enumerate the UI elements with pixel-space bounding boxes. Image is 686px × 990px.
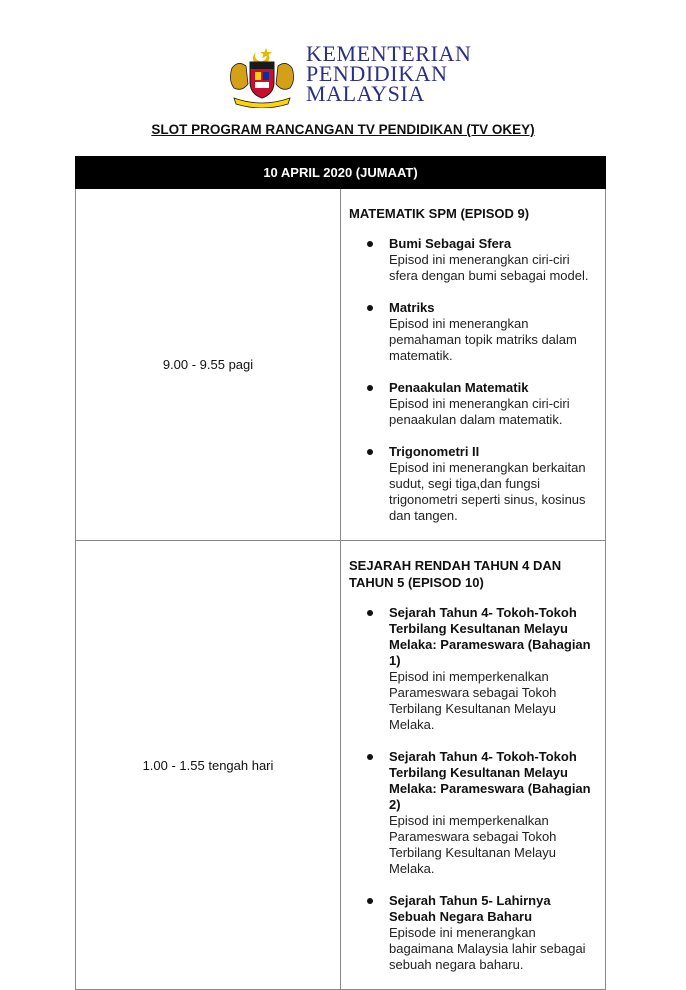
ministry-header — [226, 41, 472, 116]
bullet-icon — [367, 241, 373, 247]
list-item — [349, 444, 597, 524]
episode-description: Episod ini memperkenalkan Parameswara sebagai Tokoh Terbilang Kesultanan Melayu Melaka. — [389, 669, 557, 732]
table-row — [76, 189, 606, 541]
episode-list — [349, 236, 597, 524]
ministry-line-3: MALAYSIA — [306, 81, 425, 106]
list-item — [349, 300, 597, 364]
episode-title: Penaakulan Matematik — [389, 380, 529, 395]
episode-title: Trigonometri II — [389, 444, 480, 459]
bullet-icon — [367, 449, 373, 455]
episode-description: Episod ini menerangkan berkaitan sudut, segi tiga,dan fungsi trigonometri seperti sinus, kosinus dan tangen. — [389, 460, 586, 523]
episode-title: Sejarah Tahun 4- Tokoh-Tokoh Terbilang Kesultanan Melayu Melaka: Parameswara (Bahagian 1) — [389, 605, 591, 668]
bullet-icon — [367, 610, 373, 616]
date-header: 10 APRIL 2020 (JUMAAT) — [76, 157, 606, 189]
table-row — [76, 541, 606, 990]
schedule-table — [75, 156, 606, 990]
time-slot: 9.00 - 9.55 pagi — [76, 189, 341, 541]
bullet-icon — [367, 898, 373, 904]
ministry-line-1: KEMENTERIAN — [306, 41, 472, 66]
episode-title: Sejarah Tahun 4- Tokoh-Tokoh Terbilang Kesultanan Melayu Melaka: Parameswara (Bahagian 2) — [389, 749, 591, 812]
program-content — [341, 541, 606, 990]
episode-description: Episod ini menerangkan ciri-ciri penaakulan dalam matematik. — [389, 396, 570, 427]
list-item — [349, 749, 597, 877]
list-item — [349, 893, 597, 973]
list-item — [349, 380, 597, 428]
date-header-row — [76, 157, 606, 189]
subject-title: SEJARAH RENDAH TAHUN 4 DAN TAHUN 5 (EPISOD 10) — [349, 558, 562, 590]
episode-list — [349, 605, 597, 973]
list-item — [349, 236, 597, 284]
episode-description: Episod ini memperkenalkan Parameswara sebagai Tokoh Terbilang Kesultanan Melayu Melaka. — [389, 813, 557, 876]
document-title: SLOT PROGRAM RANCANGAN TV PENDIDIKAN (TV OKEY) — [151, 122, 535, 137]
malaysia-coat-of-arms-icon — [226, 46, 298, 108]
subject-title: MATEMATIK SPM (EPISOD 9) — [349, 206, 530, 221]
bullet-icon — [367, 305, 373, 311]
episode-description: Episod ini menerangkan pemahaman topik matriks dalam matematik. — [389, 316, 577, 363]
ministry-line-2: PENDIDIKAN — [306, 61, 448, 86]
program-content — [341, 189, 606, 541]
ministry-name — [306, 41, 472, 106]
bullet-icon — [367, 385, 373, 391]
episode-description: Episode ini menerangkan bagaimana Malaysia lahir sebagai sebuah negara baharu. — [389, 925, 586, 972]
time-slot: 1.00 - 1.55 tengah hari — [76, 541, 341, 990]
episode-title: Matriks — [389, 300, 435, 315]
list-item — [349, 605, 597, 733]
episode-title: Bumi Sebagai Sfera — [389, 236, 512, 251]
episode-title: Sejarah Tahun 5- Lahirnya Sebuah Negara Baharu — [389, 893, 551, 924]
episode-description: Episod ini menerangkan ciri-ciri sfera dengan bumi sebagai model. — [389, 252, 589, 283]
bullet-icon — [367, 754, 373, 760]
